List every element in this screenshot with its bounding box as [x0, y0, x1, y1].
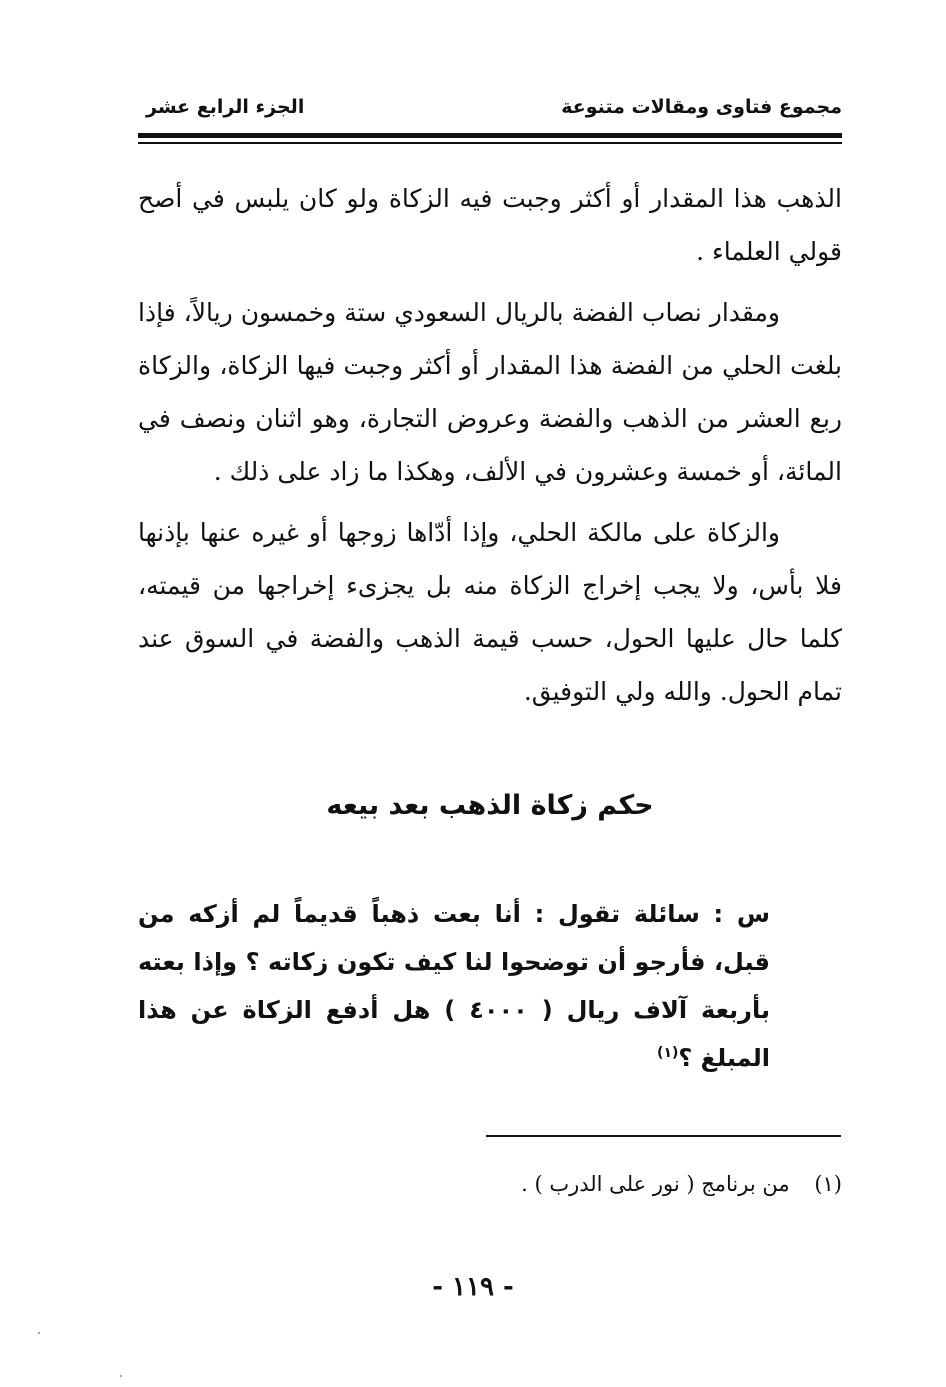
section-heading: حكم زكاة الذهب بعد بيعه [326, 790, 654, 821]
scan-speck [120, 1375, 122, 1377]
footnote-reference: (١) [657, 1045, 679, 1061]
footnote-text: من برنامج ( نور على الدرب ) . [521, 1172, 790, 1196]
page-number: - ١١٩ - [432, 1272, 514, 1302]
footnote [138, 1166, 842, 1202]
volume-label: الجزء الرابع عشر [146, 96, 305, 118]
scan-speck [38, 1332, 40, 1334]
paragraph: والزكاة على مالكة الحلي، وإذا أدّاها زوجها أو غيره عنها بإذنها فلا بأس، ولا يجب إخراج الزكاة منه بل يجزىء إخراجها من قيمته، كلما حال عليها الحول، حسب قيمة الذهب والفضة في السوق عند تمام الحول. والله ولي التوفيق. [138, 518, 842, 706]
body-text [138, 172, 842, 726]
paragraph: الذهب هذا المقدار أو أكثر وجبت فيه الزكاة ولو كان يلبس في أصح قولي العلماء . [138, 184, 842, 266]
header-rule-thick [138, 133, 842, 138]
question-block [138, 890, 770, 1082]
question-text: س : سائلة تقول : أنا بعت ذهباً قديماً لم أزكه من قبل، فأرجو أن توضحوا لنا كيف تكون زكاته ؟ وإذا بعته بأربعة آلاف ريال ( ٤٠٠٠ ) هل أدفع الزكاة عن هذا المبلغ ؟ [138, 900, 771, 1072]
footnote-number: (١) [814, 1172, 842, 1196]
book-title: مجموع فتاوى ومقالات متنوعة [561, 96, 842, 118]
footnote-separator [486, 1135, 841, 1137]
header-rule-thin [138, 142, 842, 144]
running-header [138, 96, 842, 130]
paragraph: ومقدار نصاب الفضة بالريال السعودي ستة وخمسون ريالاً، فإذا بلغت الحلي من الفضة هذا المقدار أو أكثر وجبت فيها الزكاة، والزكاة ربع العشر من الذهب والفضة وعروض التجارة، وهو اثنان ونصف في المائة، أو خمسة وعشرون في الألف، وهكذا ما زاد على ذلك . [138, 298, 842, 486]
